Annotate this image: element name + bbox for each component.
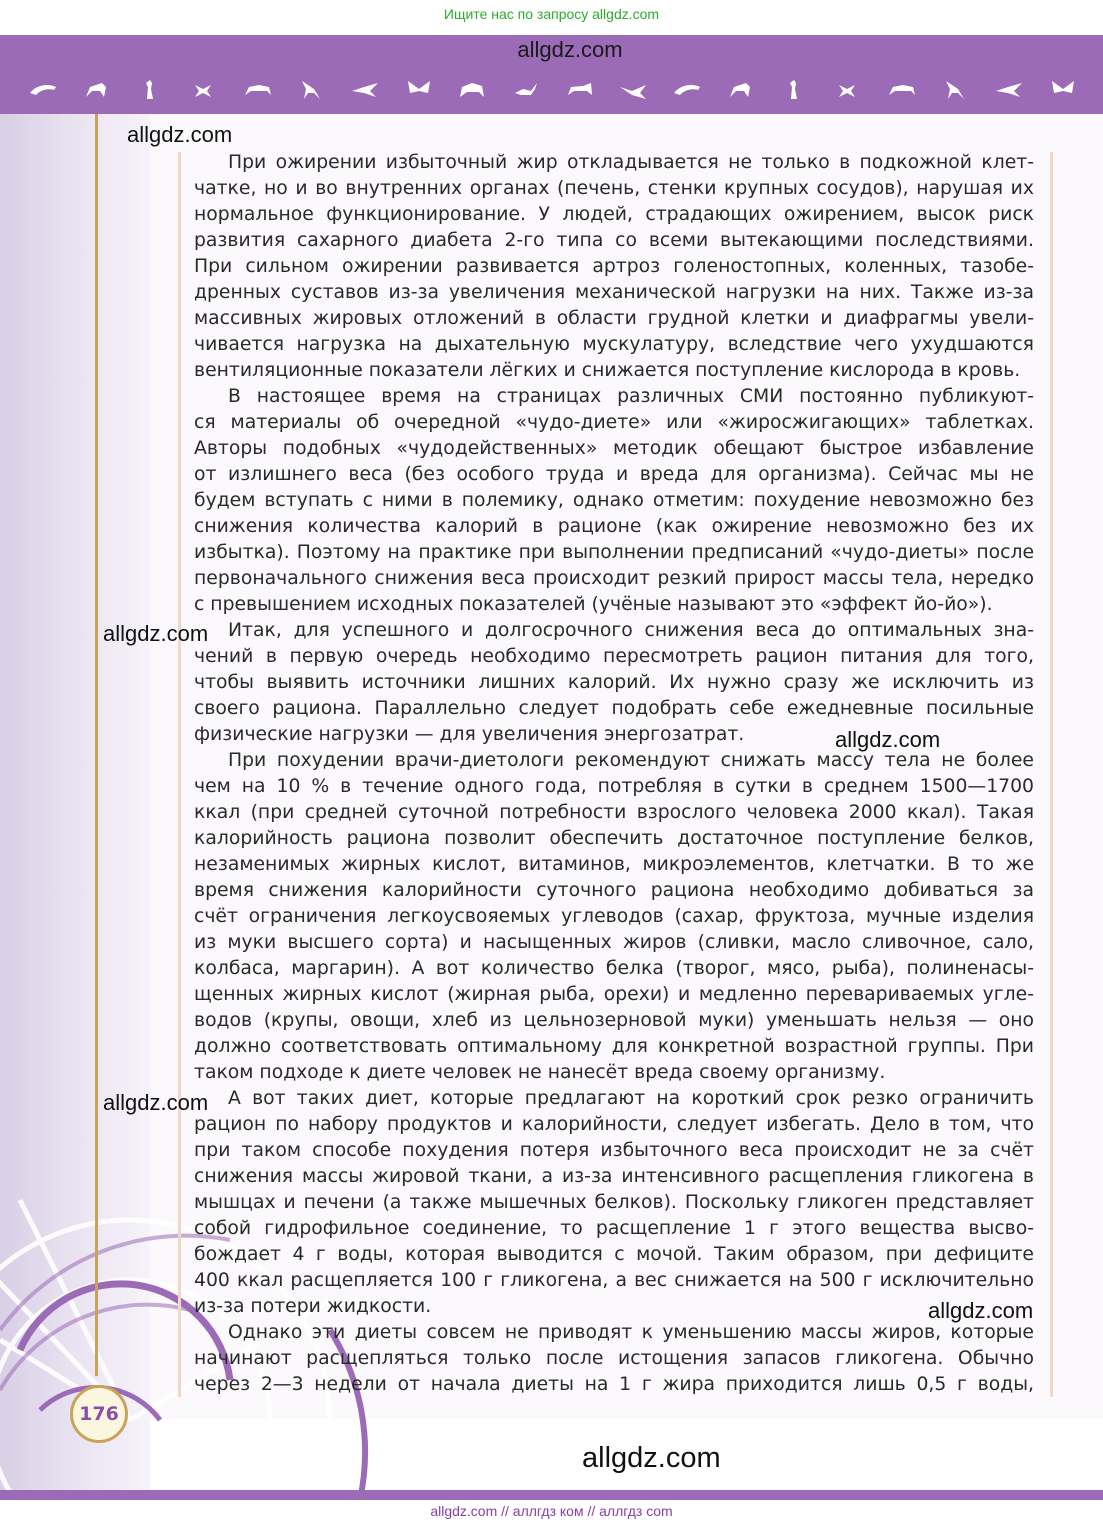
text-line: массивных жировых отложений в области грудной клетки и диафрагмы увели- — [194, 308, 1034, 329]
text-line: щенных жирных кислот (жирная рыба, орехи) и медленно перевариваемых угле- — [194, 984, 1034, 1005]
text-line: мышцах и печени (а также мышечных белков). Поскольку гликоген представляет — [194, 1192, 1034, 1213]
text-line: При похудении врачи-диетологи рекомендуют снижать массу тела не более — [228, 750, 1034, 771]
footer: allgdz.com // аллгдз ком // аллгдз com — [0, 1500, 1103, 1529]
text-line: вентиляционные показатели лёгких и снижается поступление кислорода в кровь. — [194, 360, 1021, 381]
text-line: из муки высшего сорта) и насыщенных жиров (сливки, масло сливочное, сало, — [194, 932, 1034, 953]
text-line: Итак, для успешного и долгосрочного снижения веса до оптимальных зна- — [228, 620, 1034, 641]
text-line: собой гидрофильное соединение, то расщепление 1 г этого вещества высво- — [194, 1218, 1034, 1239]
text-line: своего рациона. Параллельно следует подобрать себе ежедневные посильные — [194, 698, 1034, 719]
bee-icon — [189, 77, 219, 101]
text-line: снижения массы жировой ткани, а из-за интенсивного расщепления гликогена в — [194, 1166, 1034, 1187]
dolphin-icon — [28, 77, 58, 101]
text-line: калорийность рациона позволит обеспечить достаточное поступление белков, — [194, 828, 1034, 849]
wolf-icon — [82, 77, 112, 101]
bison-icon — [457, 77, 487, 101]
swallow-icon — [618, 77, 648, 101]
bottom-bar — [0, 1490, 1103, 1500]
banner-watermark: allgdz.com — [517, 37, 623, 62]
watermark: allgdz.com — [127, 122, 233, 147]
watermark: allgdz.com — [582, 1442, 721, 1474]
deer-icon — [940, 77, 970, 101]
text-line: будем вступать с ними в полемику, однако отметим: похудение невозможно без — [194, 490, 1034, 511]
hyena-icon — [243, 77, 273, 101]
watermark: allgdz.com — [103, 1090, 209, 1115]
bird-icon — [994, 77, 1024, 101]
text-line: ккал (при средней суточной потребности взрослого человека 2000 ккал). Такая — [194, 802, 1034, 823]
text-line: бождает 4 г воды, которая выводится с мочой. Таким образом, при дефиците — [194, 1244, 1034, 1265]
hyena-icon — [887, 77, 917, 101]
dolphin-icon — [672, 77, 702, 101]
text-line: чтобы выявить источники лишних калорий. Их нужно сразу же исключить из — [194, 672, 1034, 693]
text-line: Авторы подобных «чудодейственных» методик обещают быстрое избавление — [194, 438, 1034, 459]
text-line: должно соответствовать оптимальному для конкретной возрастной группы. При — [194, 1036, 1034, 1057]
margin-gold-line — [95, 114, 98, 1376]
meerkat-icon — [779, 77, 809, 101]
text-line: водов (крупы, овощи, хлеб из цельнозерновой муки) уменьшать нельзя — оно — [194, 1010, 1034, 1031]
bee-icon — [833, 77, 863, 101]
page-number: 176 — [70, 1385, 128, 1443]
text-line: счёт ограничения легкоусвояемых углеводов (сахар, фруктоза, мучные изделия — [194, 906, 1034, 927]
text-line: При сильном ожирении развивается артроз голеностопных, коленных, тазобе- — [194, 256, 1034, 277]
text-line: от излишнего веса (без особого труда и вреда для организма). Сейчас мы не — [194, 464, 1034, 485]
animal-strip — [28, 75, 1078, 103]
meerkat-icon — [135, 77, 165, 101]
text-line: избытка). Поэтому на практике при выполнении предписаний «чудо-диеты» после — [194, 542, 1034, 563]
text-line: Однако эти диеты совсем не приводят к уменьшению массы жиров, которые — [228, 1322, 1034, 1343]
text-line: при таком способе похудения потеря избыточного веса происходит не за счёт — [194, 1140, 1034, 1161]
text-line: таком подходе к диете человек не нанесёт вреда своему организму. — [194, 1062, 886, 1083]
text-line: дренных суставов из-за увеличения механической нагрузки на них. Также из-за — [194, 282, 1034, 303]
text-line: начинают расщепляться только после истощения запасов гликогена. Обычно — [194, 1348, 1034, 1369]
text-line: развития сахарного диабета 2-го типа со всеми вытекающими последствиями. — [194, 230, 1034, 251]
bird-icon — [350, 77, 380, 101]
watermark: allgdz.com — [928, 1298, 1034, 1323]
deer-icon — [296, 77, 326, 101]
text-line: При ожирении избыточный жир откладывается не только в подкожной клет- — [228, 152, 1034, 173]
text-line: колбаса, маргарин). А вот количество белка (творог, мясо, рыба), полиненасы- — [194, 958, 1034, 979]
text-line: В настоящее время на страницах различных СМИ постоянно публикуют- — [228, 386, 1034, 407]
text-line: через 2—3 недели от начала диеты на 1 г жира приходится лишь 0,5 г воды, — [194, 1374, 1034, 1395]
watermark: allgdz.com — [835, 727, 941, 752]
header-banner — [0, 35, 1103, 114]
watermark: allgdz.com — [103, 621, 209, 646]
text-line: 400 ккал расщепляется 100 г гликогена, а вес снижается на 500 г исключительно — [194, 1270, 1034, 1291]
text-line: чивается нагрузка на дыхательную мускулатуру, вследствие чего ухудшаются — [194, 334, 1034, 355]
text-line: с превышением исходных показателей (учёные называют это «эффект йо-йо»). — [194, 594, 993, 615]
wolf-icon — [726, 77, 756, 101]
butterfly-icon — [404, 77, 434, 101]
text-line: А вот таких диет, которые предлагают на короткий срок резко ограничить — [228, 1088, 1034, 1109]
scorpion-icon — [511, 77, 541, 101]
text-line: чений в первую очередь необходимо пересмотреть рацион питания для того, — [194, 646, 1034, 667]
text-line: ся материалы об очередной «чудо-диете» или «жиросжигающих» таблетках. — [194, 412, 1034, 433]
search-hint: Ищите нас по запросу allgdz.com — [443, 6, 660, 22]
text-line: чем на 10 % в течение одного года, потребляя в сутки в среднем 1500—1700 — [194, 776, 1034, 797]
text-line: из-за потери жидкости. — [194, 1296, 432, 1317]
text-line: чатке, но и во внутренних органах (печень, стенки крупных сосудов), нарушая их — [194, 178, 1034, 199]
body-text — [194, 150, 1034, 1398]
text-line: время снижения калорийности суточного рациона необходимо добиваться за — [194, 880, 1034, 901]
text-line: нормальное функционирование. У людей, страдающих ожирением, высок риск — [194, 204, 1034, 225]
text-line: первоначального снижения веса происходит резкий прирост массы тела, нередко — [194, 568, 1034, 589]
text-line: физические нагрузки — для увеличения энергозатрат. — [194, 724, 745, 745]
butterfly-icon — [1048, 77, 1078, 101]
text-line: снижения количества калорий в рационе (как ожирение невозможно без их — [194, 516, 1034, 537]
text-rule-left — [178, 152, 181, 1397]
text-rule-right — [1050, 152, 1053, 1397]
lion-icon — [565, 77, 595, 101]
text-line: незаменимых жирных кислот, витаминов, микроэлементов, клетчатки. В то же — [194, 854, 1034, 875]
text-line: рацион по набору продуктов и калорийности, следует избегать. Дело в том, что — [194, 1114, 1034, 1135]
